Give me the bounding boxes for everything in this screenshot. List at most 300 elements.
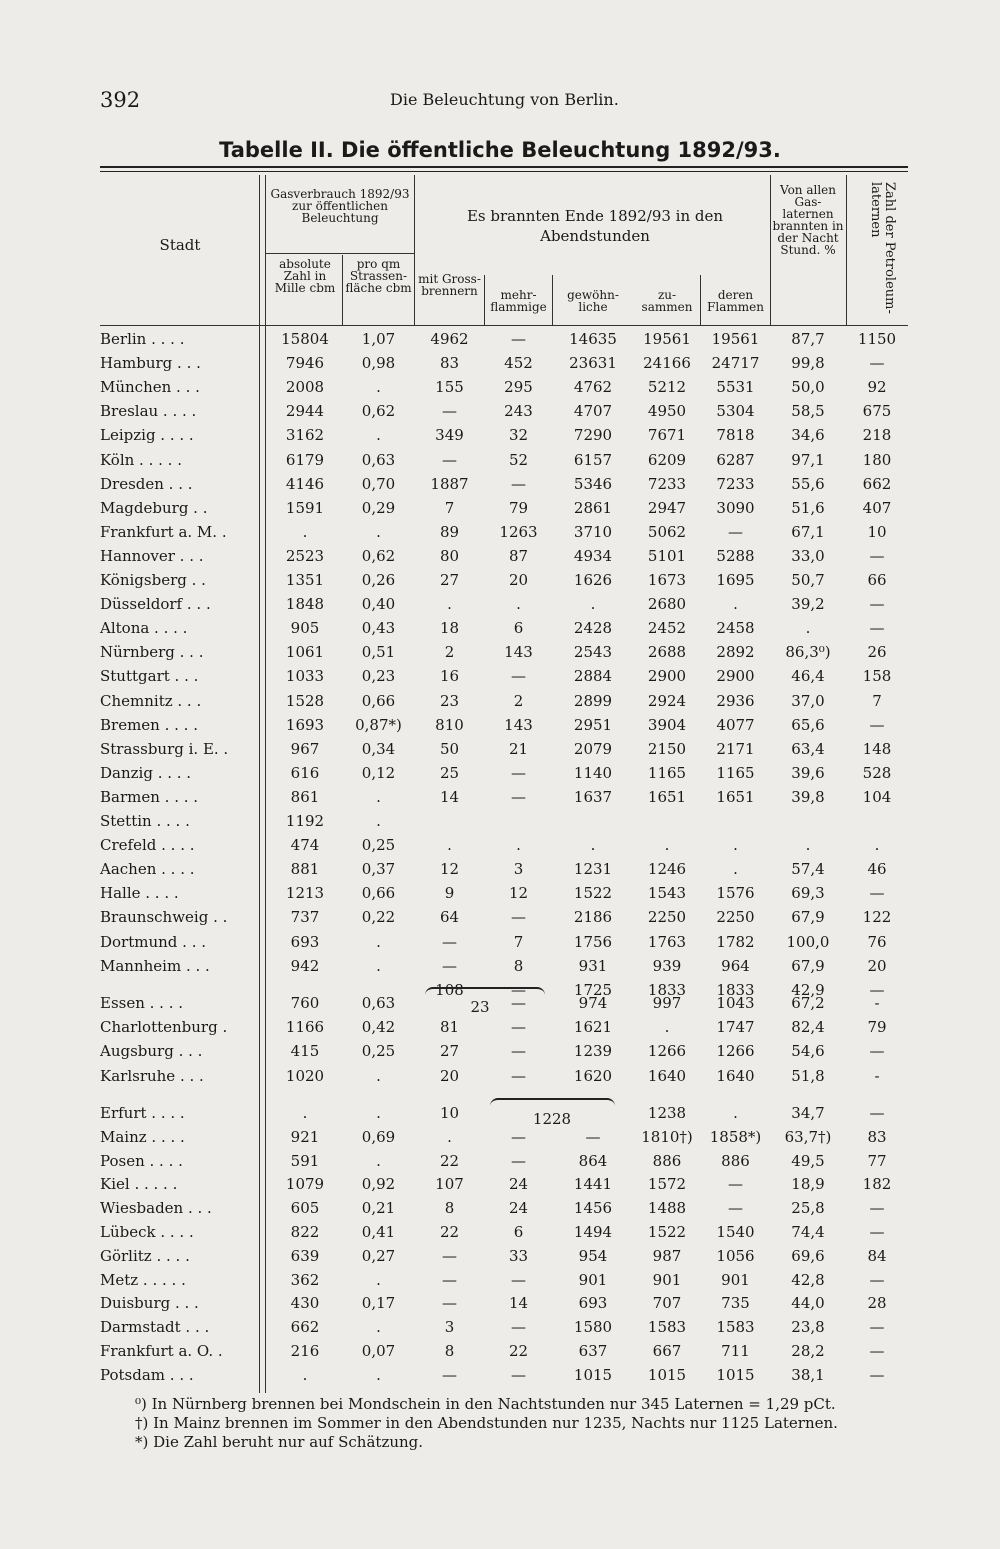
table-cell-gew: 1231 bbox=[573, 860, 613, 879]
table-cell-zus: 1238 bbox=[647, 1104, 687, 1122]
table-cell-zus: 939 bbox=[652, 956, 682, 975]
table-cell-abs: 921 bbox=[290, 1127, 320, 1146]
city-name: Lübeck . . . . bbox=[100, 1223, 194, 1241]
table-cell-abs: 967 bbox=[290, 739, 320, 758]
city-name: Leipzig . . . . bbox=[100, 426, 194, 445]
table-cell-qm: 0,37 bbox=[361, 860, 396, 879]
table-cell-zus: 1522 bbox=[647, 1223, 687, 1241]
table-cell-zus: 2947 bbox=[647, 498, 687, 517]
table-cell-gross: 50 bbox=[439, 739, 460, 758]
table-cell-gew: 4707 bbox=[573, 402, 613, 421]
table-cell-mehr: 32 bbox=[508, 426, 529, 445]
table-cell-gew: 2186 bbox=[573, 908, 613, 927]
table-cell-abs: 1192 bbox=[285, 812, 325, 830]
table-cell-qm: 0,62 bbox=[361, 402, 396, 421]
city-name: Aachen . . . . bbox=[100, 860, 195, 879]
table-cell-abs: 2008 bbox=[285, 378, 325, 397]
table-cell-abs: 605 bbox=[290, 1199, 320, 1218]
table-cell-zus: 1015 bbox=[647, 1365, 687, 1384]
table-cell-abs: 693 bbox=[290, 932, 320, 951]
table-cell-gew: 693 bbox=[578, 1294, 608, 1313]
table-cell-deren: 2171 bbox=[716, 739, 755, 758]
table-cell-petrol: 77 bbox=[867, 1151, 887, 1170]
city-name: Duisburg . . . bbox=[100, 1294, 199, 1313]
table-cell-gross: 22 bbox=[439, 1223, 460, 1241]
table-cell-gew: 2428 bbox=[573, 619, 613, 638]
table-cell-zus: 2680 bbox=[647, 595, 687, 614]
header-von-allen: Von allen Gas-laternen brannten in der Nacht Stund. % bbox=[772, 183, 844, 257]
table-cell-pct: 37,0 bbox=[791, 691, 825, 710]
table-cell-zus: 1673 bbox=[647, 571, 687, 589]
table-cell-petrol: — bbox=[869, 715, 885, 734]
table-cell-deren: — bbox=[728, 1199, 743, 1218]
table-cell-qm: 0,25 bbox=[361, 836, 396, 855]
table-cell-mehr: 14 bbox=[508, 1294, 529, 1313]
table-cell-qm: 0,69 bbox=[361, 1127, 396, 1146]
table-cell-mehr: — bbox=[511, 1018, 526, 1037]
table-cell-petrol: 407 bbox=[862, 498, 892, 517]
table-cell-zus: 1640 bbox=[647, 1066, 687, 1085]
table-cell-petrol: — bbox=[869, 1199, 885, 1218]
table-cell-petrol: — bbox=[869, 354, 885, 373]
table-cell-mehr: — bbox=[511, 474, 526, 493]
table-cell-mehr: 22 bbox=[508, 1342, 529, 1360]
table-cell-zus: 1165 bbox=[647, 763, 687, 782]
city-name: Dortmund . . . bbox=[100, 932, 207, 951]
table-cell-gross: 20 bbox=[439, 1066, 460, 1085]
table-cell-gross: 27 bbox=[439, 1042, 460, 1061]
table-cell-deren: 1165 bbox=[716, 763, 755, 782]
table-cell-mehr: — bbox=[511, 1127, 526, 1146]
header-deren-flammen: deren Flammen bbox=[707, 288, 764, 314]
table-cell-deren: 5288 bbox=[716, 546, 755, 565]
table-cell-pct: 46,4 bbox=[791, 667, 825, 686]
table-cell-gross: 349 bbox=[435, 426, 464, 445]
header-burn-group: Es brannten Ende 1892/93 in den Abendstunden bbox=[466, 207, 724, 245]
table-cell-deren: 1583 bbox=[716, 1318, 755, 1337]
table-cell-gew: 931 bbox=[578, 956, 608, 975]
table-cell-petrol: 83 bbox=[867, 1127, 887, 1146]
table-cell-pct: 55,6 bbox=[791, 474, 825, 493]
table-cell-gross: 155 bbox=[435, 378, 464, 397]
table-cell-mehr: — bbox=[511, 667, 526, 686]
city-name: Stuttgart . . . bbox=[100, 667, 199, 686]
table-cell-pct: 63,7†) bbox=[784, 1127, 832, 1146]
table-cell-abs: 430 bbox=[290, 1294, 320, 1313]
table-cell-zus: 901 bbox=[652, 1270, 682, 1289]
table-cell-gew: 5346 bbox=[573, 474, 613, 493]
city-name: Breslau . . . . bbox=[100, 402, 197, 421]
table-cell-deren: 1833 bbox=[716, 980, 755, 999]
table-cell-gew: — bbox=[585, 1127, 601, 1146]
table-cell-deren: 1640 bbox=[716, 1066, 755, 1085]
table-cell-zus: 2900 bbox=[647, 667, 687, 686]
table-cell-mehr: — bbox=[511, 1042, 526, 1061]
table-cell-abs: 591 bbox=[290, 1151, 320, 1170]
table-cell-abs: . bbox=[302, 522, 308, 541]
header-gas-absolute: absolute Zahl in Mille cbm bbox=[274, 257, 336, 295]
table-cell-abs: 662 bbox=[290, 1318, 320, 1337]
city-name: Darmstadt . . . bbox=[100, 1318, 210, 1337]
city-name: Erfurt . . . . bbox=[100, 1104, 185, 1122]
table-cell-deren: 1056 bbox=[716, 1246, 755, 1265]
table-cell-deren: 886 bbox=[721, 1151, 750, 1170]
city-name: Chemnitz . . . bbox=[100, 691, 202, 710]
table-cell-mehr: 20 bbox=[508, 571, 529, 589]
table-cell-pct: 54,6 bbox=[791, 1042, 825, 1061]
table-cell-pct: 67,9 bbox=[791, 908, 825, 927]
table-cell-pct: 39,2 bbox=[791, 595, 825, 614]
table-cell-deren: 1651 bbox=[716, 787, 755, 806]
table-cell-abs: 1528 bbox=[285, 691, 325, 710]
table-cell-deren: 5531 bbox=[716, 378, 755, 397]
table-cell-gross: — bbox=[442, 1294, 457, 1313]
table-cell-zus: 5062 bbox=[647, 522, 687, 541]
table-cell-pct: 33,0 bbox=[791, 546, 825, 565]
table-cell-petrol: 662 bbox=[862, 474, 892, 493]
city-name: Wiesbaden . . . bbox=[100, 1199, 212, 1218]
table-cell-petrol: 1150 bbox=[857, 330, 897, 348]
table-cell-gew: 1522 bbox=[573, 884, 613, 903]
table-cell-mehr: — bbox=[511, 787, 526, 806]
table-cell-qm: 0,66 bbox=[361, 884, 396, 903]
table-cell-pct: 34,6 bbox=[791, 426, 825, 445]
page-number: 392 bbox=[100, 88, 141, 112]
table-cell-zus: 1246 bbox=[647, 860, 687, 879]
city-name: Charlottenburg . bbox=[100, 1018, 228, 1037]
table-cell-qm: . bbox=[376, 1104, 381, 1122]
table-cell-zus: 1651 bbox=[647, 787, 687, 806]
table-cell-gross: . bbox=[447, 595, 452, 614]
table-cell-zus: 7671 bbox=[647, 426, 687, 445]
table-cell-abs: 760 bbox=[290, 994, 320, 1012]
table-cell-gross: . bbox=[447, 836, 452, 855]
table-cell-qm: . bbox=[376, 932, 381, 951]
table-cell-petrol: - bbox=[874, 1066, 880, 1085]
table-cell-deren: . bbox=[733, 595, 738, 614]
table-cell-gross: 10 bbox=[439, 1104, 460, 1122]
table-cell-qm: 0,12 bbox=[361, 763, 396, 782]
table-cell-gew: 3710 bbox=[573, 522, 613, 541]
table-cell-gross: — bbox=[442, 1270, 457, 1289]
table-cell-zus: 6209 bbox=[647, 450, 687, 469]
table-cell-pct: 49,5 bbox=[791, 1151, 825, 1170]
table-cell-deren: — bbox=[728, 1175, 743, 1194]
table-cell-abs: 1351 bbox=[285, 571, 325, 589]
table-cell-gross: 8 bbox=[444, 1342, 455, 1360]
table-cell-deren: 2936 bbox=[716, 691, 755, 710]
table-cell-zus: 5101 bbox=[647, 546, 687, 565]
table-cell-pct: 74,4 bbox=[791, 1223, 825, 1241]
table-cell-qm: . bbox=[376, 426, 381, 445]
table-cell-mehr: 295 bbox=[504, 378, 533, 397]
table-cell-gross: 22 bbox=[439, 1151, 460, 1170]
table-cell-abs: 3162 bbox=[285, 426, 325, 445]
column-rule bbox=[770, 175, 771, 325]
table-cell-qm: 0,40 bbox=[361, 595, 396, 614]
city-name: Dresden . . . bbox=[100, 474, 193, 493]
table-cell-petrol: — bbox=[869, 546, 885, 565]
table-cell-qm: . bbox=[376, 956, 381, 975]
table-cell-petrol: 46 bbox=[867, 860, 887, 879]
table-cell-gew: 7290 bbox=[573, 426, 613, 445]
city-name: Barmen . . . . bbox=[100, 787, 199, 806]
table-cell-pct: 67,1 bbox=[791, 522, 825, 541]
table-cell-gross: 14 bbox=[439, 787, 460, 806]
table-cell-abs: 1033 bbox=[285, 667, 325, 686]
table-cell-gew: . bbox=[590, 595, 596, 614]
table-cell-mehr: — bbox=[511, 1270, 526, 1289]
running-head: Die Beleuchtung von Berlin. bbox=[390, 90, 619, 109]
table-cell-zus: 2250 bbox=[647, 908, 687, 927]
header-gewoehnliche: gewöhn-liche bbox=[567, 288, 619, 314]
table-cell-mehr: 243 bbox=[504, 402, 533, 421]
city-name: Nürnberg . . . bbox=[100, 643, 204, 662]
table-cell-gross: — bbox=[442, 402, 457, 421]
table-cell-deren: 3090 bbox=[716, 498, 755, 517]
table-cell-deren: 5304 bbox=[716, 402, 755, 421]
table-cell-pct: 39,8 bbox=[791, 787, 825, 806]
header-stadt: Stadt bbox=[159, 236, 201, 254]
table-cell-qm: 0,51 bbox=[361, 643, 396, 662]
table-cell-gross: 27 bbox=[439, 571, 460, 589]
table-cell-mehr: — bbox=[511, 980, 526, 999]
table-cell-mehr: 143 bbox=[504, 715, 533, 734]
table-cell-deren: . bbox=[733, 836, 738, 855]
table-cell-petrol: — bbox=[869, 595, 885, 614]
table-cell-deren: 964 bbox=[721, 956, 750, 975]
table-title: Tabelle II. Die öffentliche Beleuchtung 1892/93. bbox=[219, 138, 781, 162]
table-cell-zus: 1833 bbox=[647, 980, 687, 999]
table-cell-pct: 34,7 bbox=[791, 1104, 825, 1122]
table-cell-petrol: 122 bbox=[862, 908, 892, 927]
table-cell-abs: 905 bbox=[290, 619, 320, 638]
table-cell-gew: 1621 bbox=[573, 1018, 613, 1037]
table-cell-petrol: — bbox=[869, 1042, 885, 1061]
table-cell-petrol: — bbox=[869, 980, 885, 999]
table-cell-qm: 0,98 bbox=[361, 354, 396, 373]
table-cell-gew: 14635 bbox=[569, 330, 617, 348]
table-cell-zus: 1583 bbox=[647, 1318, 687, 1337]
table-cell-gew: 2899 bbox=[573, 691, 613, 710]
table-cell-qm: 0,63 bbox=[361, 994, 396, 1012]
table-cell-petrol: 675 bbox=[862, 402, 892, 421]
table-cell-gross: 16 bbox=[439, 667, 460, 686]
city-name: Hannover . . . bbox=[100, 546, 204, 565]
table-cell-qm: 0,25 bbox=[361, 1042, 396, 1061]
table-cell-zus: 1488 bbox=[647, 1199, 687, 1218]
table-cell-pct: . bbox=[805, 619, 811, 638]
table-cell-mehr: 6 bbox=[513, 619, 524, 638]
table-cell-gross: 3 bbox=[444, 1318, 455, 1337]
table-cell-mehr: 6 bbox=[513, 1223, 524, 1241]
city-name: Crefeld . . . . bbox=[100, 836, 195, 855]
column-rule bbox=[414, 175, 415, 325]
table-cell-gross: 9 bbox=[444, 884, 455, 903]
table-cell-mehr: . bbox=[516, 836, 521, 855]
table-cell-gross: 108 bbox=[435, 980, 464, 999]
table-cell-pct: 86,3⁰) bbox=[785, 643, 831, 662]
table-cell-gross: 7 bbox=[444, 498, 455, 517]
table-cell-qm: 0,66 bbox=[361, 691, 396, 710]
table-cell-pct: 42,9 bbox=[791, 980, 825, 999]
table-cell-qm: . bbox=[376, 1365, 381, 1384]
table-cell-pct: 51,8 bbox=[791, 1066, 825, 1085]
table-cell-abs: 881 bbox=[290, 860, 320, 879]
city-name: Stettin . . . . bbox=[100, 812, 190, 830]
table-cell-abs: 1591 bbox=[285, 498, 325, 517]
table-cell-deren: — bbox=[728, 522, 743, 541]
table-cell-petrol: 180 bbox=[862, 450, 892, 469]
table-cell-zus: 1810†) bbox=[641, 1127, 693, 1146]
title-rule bbox=[100, 166, 908, 168]
table-cell-gew: 1456 bbox=[573, 1199, 613, 1218]
city-name: Braunschweig . . bbox=[100, 908, 228, 927]
table-cell-pct: 69,6 bbox=[791, 1246, 825, 1265]
table-cell-deren: 1576 bbox=[716, 884, 755, 903]
table-cell-gew: 2884 bbox=[573, 667, 613, 686]
table-cell-qm: . bbox=[376, 378, 381, 397]
table-cell-mehr: 3 bbox=[513, 860, 524, 879]
table-cell-gross: 12 bbox=[439, 860, 460, 879]
table-cell-abs: 15804 bbox=[281, 330, 329, 348]
table-cell-qm: 0,41 bbox=[361, 1223, 396, 1241]
table-cell-zus: 707 bbox=[652, 1294, 682, 1313]
table-cell-petrol: — bbox=[869, 1223, 885, 1241]
table-cell-abs: 1693 bbox=[285, 715, 325, 734]
table-cell-gross: 107 bbox=[435, 1175, 464, 1194]
table-cell-pct: 58,5 bbox=[791, 402, 825, 421]
table-cell-gew: 2861 bbox=[573, 498, 613, 517]
column-rule bbox=[265, 175, 266, 1393]
table-cell-qm: 0,21 bbox=[361, 1199, 396, 1218]
table-cell-mehr: — bbox=[511, 330, 526, 348]
table-cell-deren: . bbox=[733, 1104, 738, 1122]
table-cell-petrol: — bbox=[869, 884, 885, 903]
table-cell-gross: 810 bbox=[435, 715, 464, 734]
table-cell-petrol: 92 bbox=[867, 378, 887, 397]
table-cell-deren: 1266 bbox=[716, 1042, 755, 1061]
table-cell-qm: 0,92 bbox=[361, 1175, 396, 1194]
city-name: Bremen . . . . bbox=[100, 715, 198, 734]
table-cell-mehr: — bbox=[511, 1365, 526, 1384]
table-cell-petrol: 182 bbox=[862, 1175, 892, 1194]
table-cell-pct: 57,4 bbox=[791, 860, 825, 879]
table-cell-petrol: - bbox=[874, 994, 880, 1012]
table-cell-pct: . bbox=[805, 836, 811, 855]
table-cell-gross: 23 bbox=[439, 691, 460, 710]
table-cell-qm: 0,07 bbox=[361, 1342, 396, 1360]
table-cell-qm: . bbox=[376, 522, 381, 541]
table-cell-mehr: — bbox=[511, 763, 526, 782]
brace-erfurt bbox=[490, 1098, 615, 1106]
table-cell-gross: 8 bbox=[444, 1199, 455, 1218]
table-cell-abs: 639 bbox=[290, 1246, 320, 1265]
header-mehrflammige: mehr-flammige bbox=[490, 288, 547, 314]
table-cell-deren: 711 bbox=[721, 1342, 750, 1360]
table-cell-zus: 2924 bbox=[647, 691, 687, 710]
city-name: Frankfurt a. M. . bbox=[100, 522, 227, 541]
table-cell-pct: 67,2 bbox=[791, 994, 825, 1012]
table-cell-abs: 1061 bbox=[285, 643, 325, 662]
table-cell-petrol: 26 bbox=[867, 643, 887, 662]
table-cell-mehr: 452 bbox=[504, 354, 533, 373]
table-cell-deren: 2892 bbox=[716, 643, 755, 662]
header-mit-gross: mit Gross-brennern bbox=[418, 272, 481, 298]
city-name: Halle . . . . bbox=[100, 884, 179, 903]
table-cell-zus: 3904 bbox=[647, 715, 687, 734]
table-cell-deren: 24717 bbox=[711, 354, 760, 373]
table-cell-mehr: 52 bbox=[508, 450, 529, 469]
city-name: Essen . . . . bbox=[100, 994, 184, 1012]
table-cell-gross: 83 bbox=[439, 354, 460, 373]
table-cell-qm: 0,34 bbox=[361, 739, 396, 758]
city-name: München . . . bbox=[100, 378, 200, 397]
table-cell-deren: 1782 bbox=[716, 932, 755, 951]
table-cell-deren: 1043 bbox=[716, 994, 755, 1012]
header-bottom-rule bbox=[100, 325, 908, 326]
table-cell-abs: 1848 bbox=[285, 595, 325, 614]
table-cell-zus: 24166 bbox=[643, 354, 691, 373]
table-cell-gross: — bbox=[442, 450, 457, 469]
table-cell-gew: 6157 bbox=[573, 450, 613, 469]
table-cell-qm: . bbox=[376, 1270, 381, 1289]
column-rule bbox=[846, 175, 847, 325]
table-cell-petrol: 20 bbox=[867, 956, 887, 975]
table-cell-mehr: 1263 bbox=[499, 522, 538, 541]
table-cell-petrol: — bbox=[869, 619, 885, 638]
table-cell-gew: 1494 bbox=[573, 1223, 613, 1241]
table-cell-pct: 63,4 bbox=[791, 739, 825, 758]
table-cell-qm: 0,22 bbox=[361, 908, 396, 927]
table-cell-petrol: 10 bbox=[867, 522, 887, 541]
table-cell-petrol: 158 bbox=[862, 667, 892, 686]
table-cell-qm: 0,63 bbox=[361, 450, 396, 469]
table-cell-deren: 1747 bbox=[716, 1018, 755, 1037]
table-cell-deren: . bbox=[733, 860, 738, 879]
table-cell-qm: . bbox=[376, 812, 381, 830]
table-cell-abs: 6179 bbox=[285, 450, 325, 469]
table-cell-zus: 2150 bbox=[647, 739, 687, 758]
table-cell-qm: 0,43 bbox=[361, 619, 396, 638]
table-cell-pct: 28,2 bbox=[791, 1342, 825, 1360]
table-cell-abs: 474 bbox=[290, 836, 320, 855]
table-cell-petrol: — bbox=[869, 1104, 885, 1122]
table-cell-mehr: 8 bbox=[513, 956, 524, 975]
table-cell-petrol: 148 bbox=[862, 739, 892, 758]
table-cell-gross: 64 bbox=[439, 908, 460, 927]
table-cell-mehr: 12 bbox=[508, 884, 529, 903]
table-cell-zus: . bbox=[664, 1018, 670, 1037]
table-cell-mehr: 87 bbox=[508, 546, 529, 565]
city-name: Mainz . . . . bbox=[100, 1127, 185, 1146]
table-cell-pct: 51,6 bbox=[791, 498, 825, 517]
table-cell-mehr: — bbox=[511, 994, 526, 1012]
table-cell-zus: 1763 bbox=[647, 932, 687, 951]
table-cell-zus: 19561 bbox=[643, 330, 691, 348]
table-cell-mehr: — bbox=[511, 1318, 526, 1337]
table-cell-petrol: 84 bbox=[867, 1246, 887, 1265]
table-cell-qm: 0,27 bbox=[361, 1246, 396, 1265]
table-cell-abs: 616 bbox=[290, 763, 320, 782]
table-cell-gew: 974 bbox=[578, 994, 608, 1012]
table-cell-gew: 901 bbox=[578, 1270, 608, 1289]
table-cell-gross: 4962 bbox=[430, 330, 469, 348]
table-cell-deren: 7818 bbox=[716, 426, 755, 445]
table-cell-mehr: 143 bbox=[504, 643, 533, 662]
table-cell-zus: . bbox=[664, 836, 670, 855]
table-cell-gross: — bbox=[442, 932, 457, 951]
